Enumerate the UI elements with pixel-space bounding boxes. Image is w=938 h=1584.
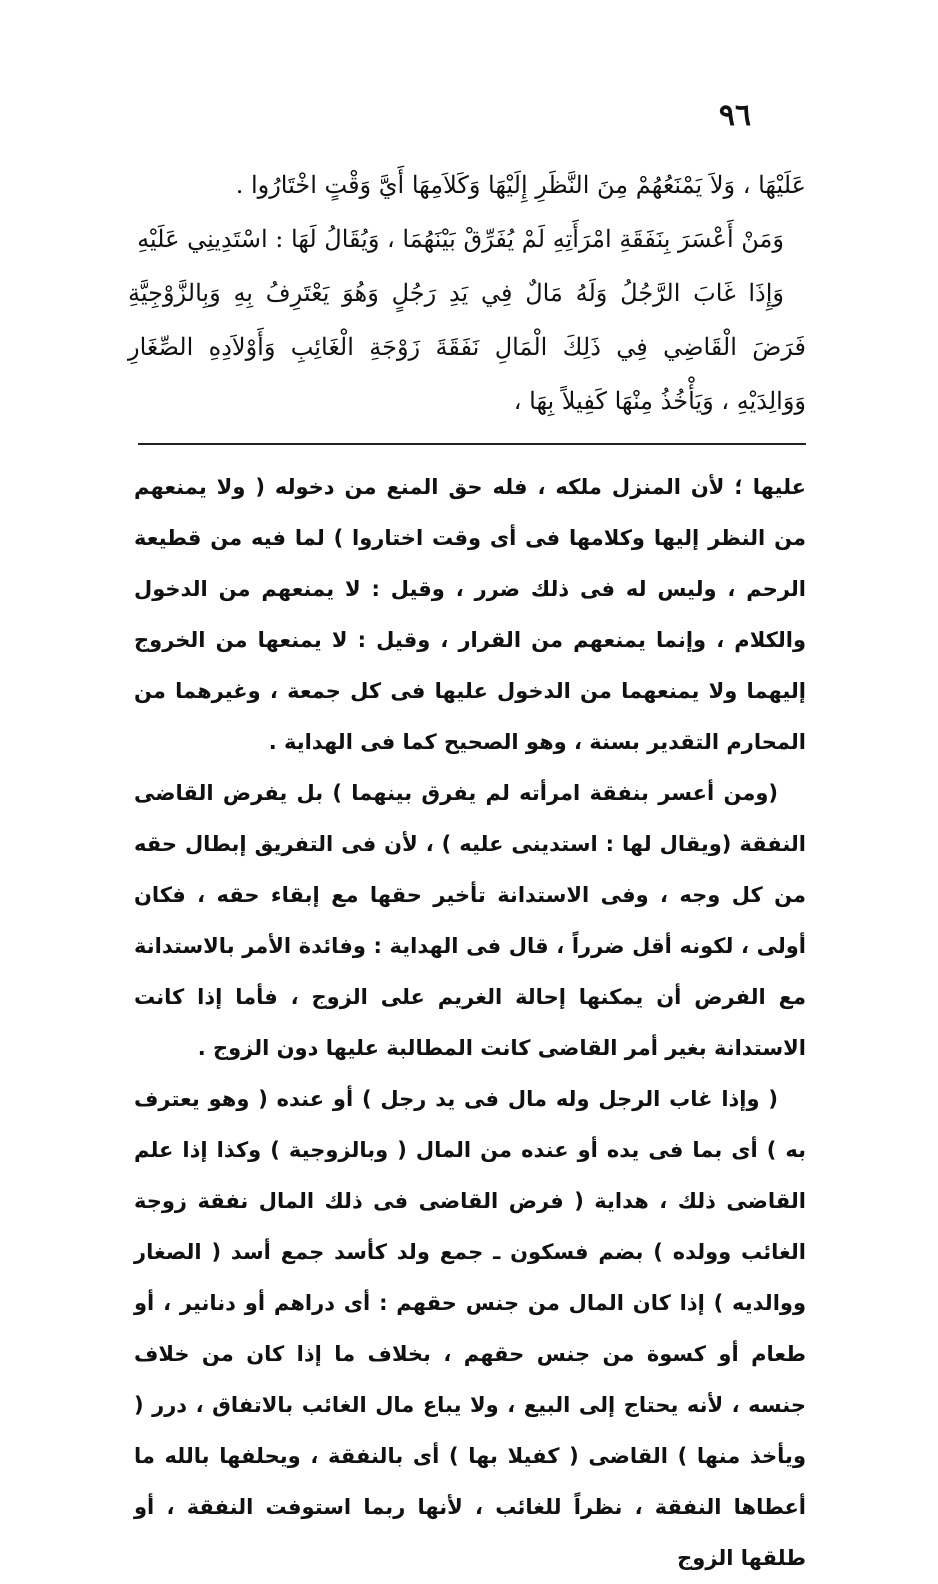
main-text-paragraph-3: وَإِذَا غَابَ الرَّجُلُ وَلَهُ مَالٌ فِي يَدِ رَجُلٍ وَهُوَ يَعْتَرِفُ بِهِ وَبِالزَّوْجِيَّةِ فَرَضَ الْقَاضِي فِي ذَلِكَ الْمَالِ نَفَقَةَ زَوْجَةِ الْغَائِبِ وَأَوْلاَدِهِ الصِّغَارِ وَوَالِدَيْهِ ، وَيَأْخُذُ مِنْهَا كَفِيلاً بِهَا ، — [128, 279, 806, 415]
main-text — [128, 158, 806, 428]
commentary-paragraph-1: عليها ؛ لأن المنزل ملكه ، فله حق المنع من دخوله ( ولا يمنعهم من النظر إليها وكلامها فى أى وقت اختاروا ) لما فيه من قطيعة الرحم ، وليس له فى ذلك ضرر ، وقيل : لا يمنعهم من الدخول والكلام ، وإنما يمنعهم من القرار ، وقيل : لا يمنعها من الخروج إليهما ولا يمنعهما من الدخول عليها فى كل جمعة ، وغيرهما من المحارم التقدير بسنة ، وهو الصحيح كما فى الهداية . — [134, 475, 806, 754]
section-divider — [138, 443, 806, 445]
main-text-paragraph-2: وَمَنْ أَعْسَرَ بِنَفَقَةِ امْرَأَتِهِ لَمْ يُفَرِّقْ بَيْنَهُمَا ، وَيُقَالُ لَهَا : اسْتَدِينِي عَلَيْهِ — [137, 225, 784, 253]
page-number: ٩٦ — [718, 98, 752, 133]
commentary-text — [134, 462, 806, 1584]
commentary-paragraph-2: (ومن أعسر بنفقة امرأته لم يفرق بينهما ) بل يفرض القاضى النفقة (ويقال لها : استدينى عليه ) ، لأن فى التفريق إبطال حقه من كل وجه ، وفى الاستدانة تأخير حقها مع إبقاء حقه ، فكان أولى ، لكونه أقل ضرراً ، قال فى الهداية : وفائدة الأمر بالاستدانة مع الفرض أن يمكنها إحالة الغريم على الزوج ، فأما إذا كانت الاستدانة بغير أمر القاضى كانت المطالبة عليها دون الزوج . — [134, 781, 806, 1060]
commentary-paragraph-3: ( وإذا غاب الرجل وله مال فى يد رجل ) أو عنده ( وهو يعترف به ) أى بما فى يده أو عنده من المال ( وبالزوجية ) وكذا إذا علم القاضى ذلك ، هداية ( فرض القاضى فى ذلك المال نفقة زوجة الغائب وولده ) بضم فسكون ـ جمع ولد كأسد جمع أسد ( الصغار ووالديه ) إذا كان المال من جنس حقهم : أى دراهم أو دنانير ، أو طعام أو كسوة من جنس حقهم ، بخلاف ما إذا كان من خلاف جنسه ، لأنه يحتاج إلى البيع ، ولا يباع مال الغائب بالاتفاق ، درر ( ويأخذ منها ) القاضى ( كفيلا بها ) أى بالنفقة ، ويحلفها بالله ما أعطاها النفقة ، نظراً للغائب ، لأنها ربما استوفت النفقة ، أو طلقها الزوج — [134, 1087, 806, 1570]
main-text-paragraph-1: عَلَيْهَا ، وَلاَ يَمْنَعُهُمْ مِنَ النَّظَرِ إِلَيْهَا وَكَلاَمِهَا أَيَّ وَقْتٍ اخْتَارُوا . — [235, 171, 806, 199]
